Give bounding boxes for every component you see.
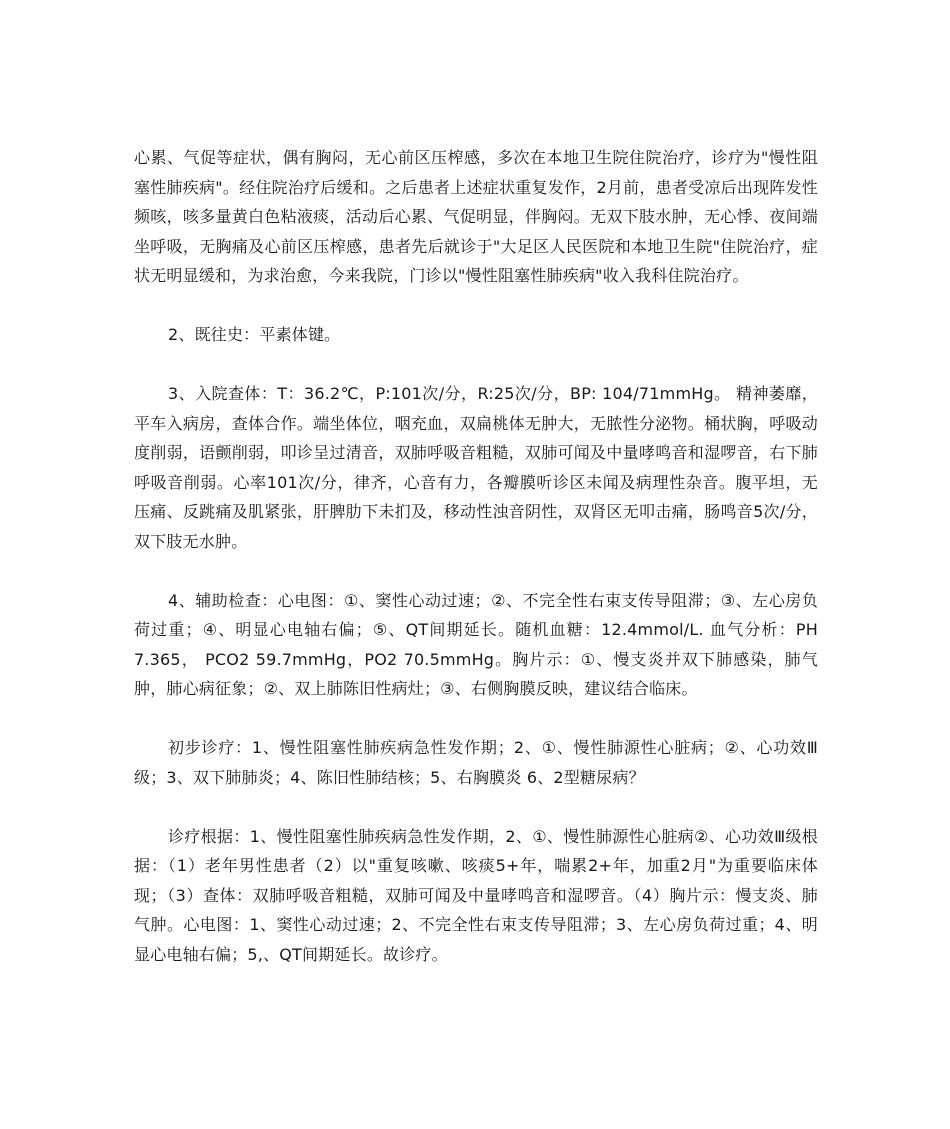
- diagnosis-basis-paragraph: 诊疗根据：1、慢性阻塞性肺疾病急性发作期，2、①、慢性肺源性心脏病②、心功效Ⅲ级根据：（1）老年男性患者（2）以"重复咳嗽、咳痰5+年，喘累2+年，加重2月"为重要临床体现；（3）查体：双肺呼吸音粗糙，双肺可闻及中量哮鸣音和湿啰音。（4）胸片示：慢支炎、肺气肿。心电图：1、窦性心动过速；2、不完全性右束支传导阻滞；3、左心房负荷过重；4、明显心电轴右偏；5,、QT间期延长。故诊疗。: [134, 826, 818, 964]
- history-continuation-paragraph: 心累、气促等症状，偶有胸闷，无心前区压榨感，多次在本地卫生院住院治疗，诊疗为"慢性阻塞性肺疾病"。经住院治疗后缓和。之后患者上述症状重复发作，2月前，患者受凉后出现阵发性频咳，咳多量黄白色粘液痰，活动后心累、气促明显，伴胸闷。无双下肢水肿，无心悸、夜间端坐呼吸，无胸痛及心前区压榨感，患者先后就诊于"大足区人民医院和本地卫生院"住院治疗，症状无明显缓和，为求治愈，今来我院，门诊以"慢性阻塞性肺疾病"收入我科住院治疗。: [134, 148, 818, 285]
- auxiliary-tests-paragraph: 4、辅助检查：心电图：①、窦性心动过速；②、不完全性右束支传导阻滞；③、左心房负荷过重；④、明显心电轴右偏；⑤、QT间期延长。随机血糖：12.4mmol/L. 血气分析：PH 7.365， PCO2 59.7mmHg，PO2 70.5mmHg。胸片示：①、慢支炎并双下肺感染，肺气肿，肺心病征象；②、双上肺陈旧性病灶；③、右侧胸膜反映，建议结合临床。: [134, 590, 818, 698]
- past-history-paragraph: 2、既往史：平素体键。: [168, 325, 341, 344]
- admission-exam-paragraph: 3、入院查体：T：36.2℃，P:101次/分，R:25次/分，BP: 104/71mmHg。 精神萎靡，平车入病房，查体合作。端坐体位，咽充血，双扁桃体无肿大，无脓性分泌物。桶状胸，呼吸动度削弱，语颤削弱，叩诊呈过清音，双肺呼吸音粗糙，双肺可闻及中量哮鸣音和湿啰音，右下肺呼吸音削弱。心率101次/分，律齐，心音有力，各瓣膜听诊区未闻及病理性杂音。腹平坦，无压痛、反跳痛及肌紧张，肝脾肋下未扪及，移动性浊音阴性，双肾区无叩击痛，肠鸣音5次/分，双下肢无水肿。: [134, 384, 818, 551]
- preliminary-diagnosis-paragraph: 初步诊疗：1、慢性阻塞性肺疾病急性发作期；2、①、慢性肺源性心脏病；②、心功效Ⅲ级；3、双下肺肺炎；4、陈旧性肺结核；5、右胸膜炎 6、2型糖尿病？: [134, 738, 818, 787]
- document-page: [134, 143, 818, 969]
